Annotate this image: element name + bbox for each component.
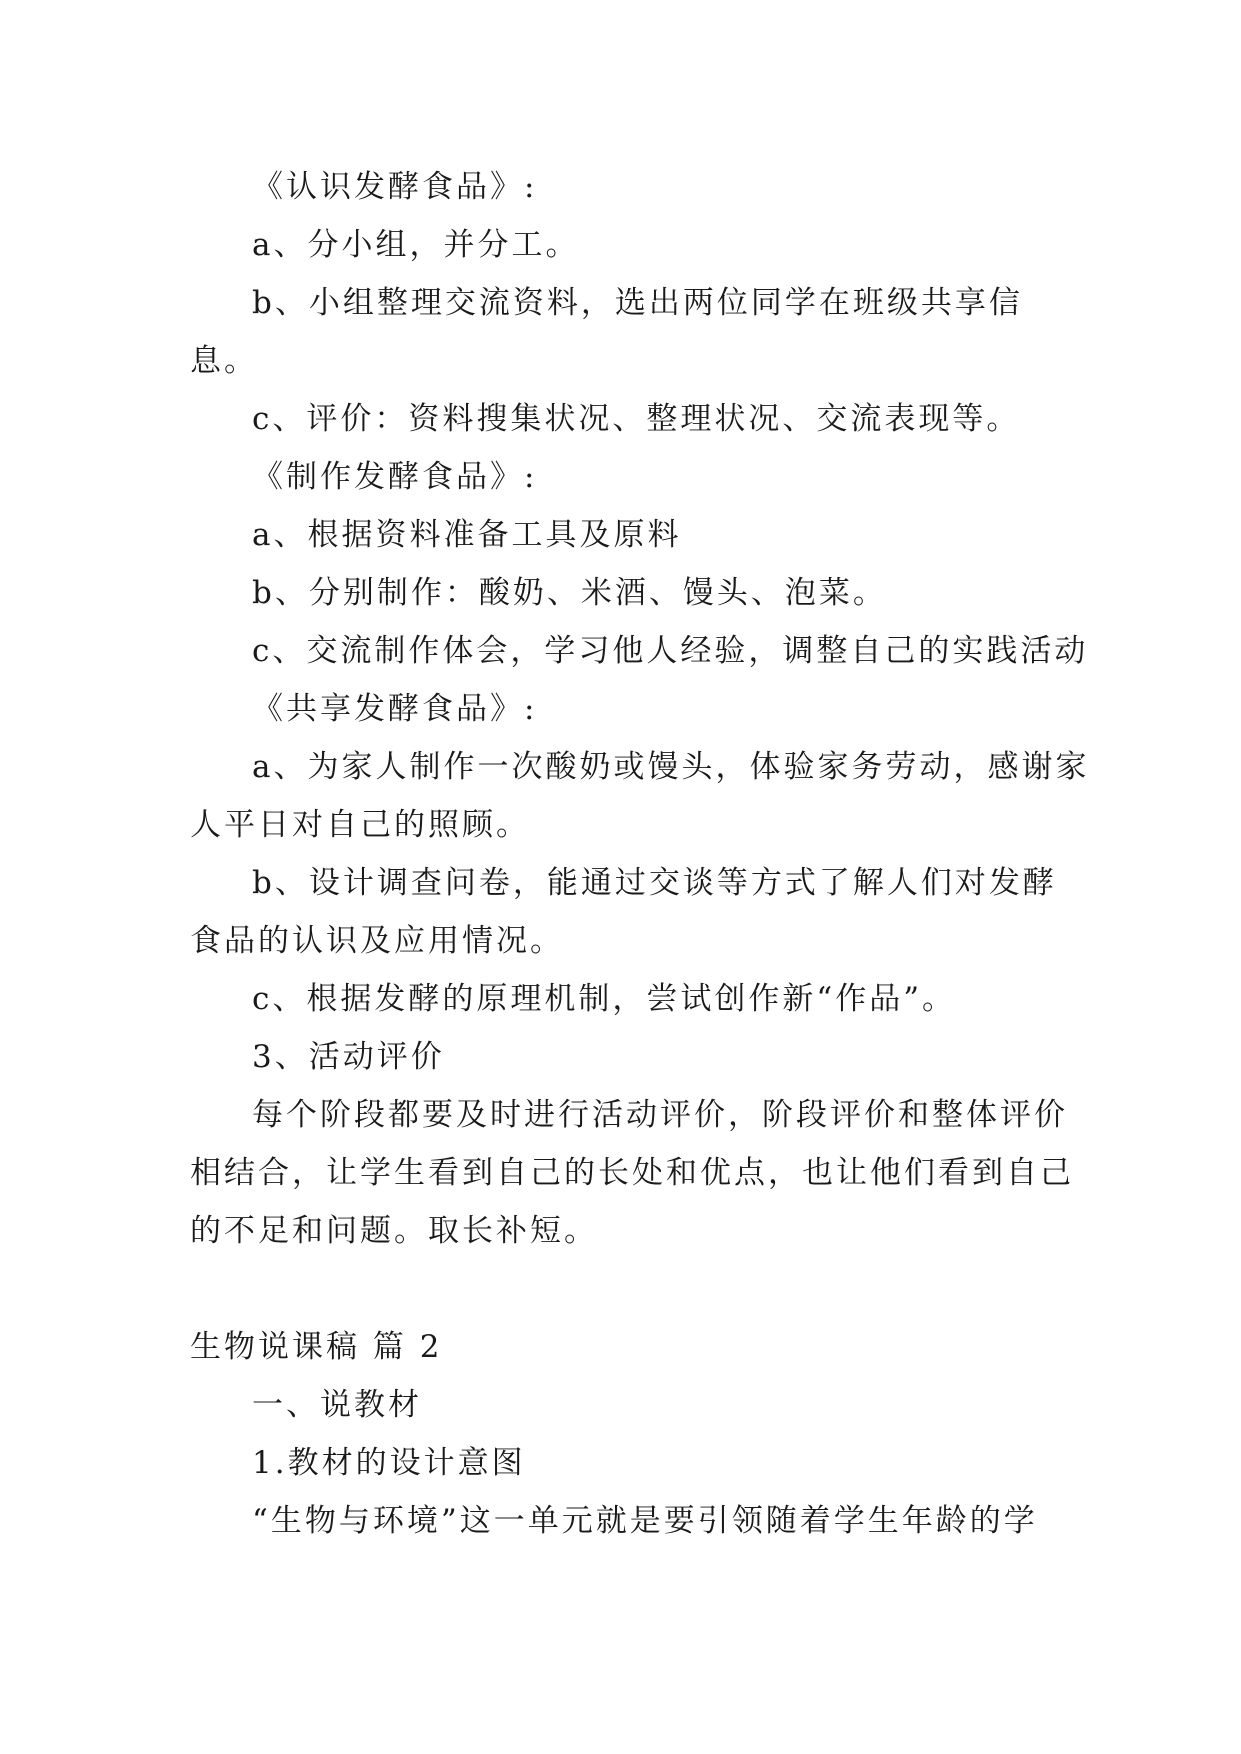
paragraph: 每个阶段都要及时进行活动评价，阶段评价和整体评价相结合，让学生看到自己的长处和优点，也让他们看到自己的不足和问题。取长补短。 xyxy=(190,1097,1074,1249)
paragraph: a、根据资料准备工具及原料 xyxy=(252,517,682,553)
document-body xyxy=(190,158,1090,1550)
paragraph: 《共享发酵食品》: xyxy=(252,691,538,727)
paragraph: 一、说教材 xyxy=(252,1387,422,1423)
paragraph: c、交流制作体会，学习他人经验，调整自己的实践活动 xyxy=(252,633,1089,669)
paragraph: 《制作发酵食品》: xyxy=(252,459,538,495)
paragraph: a、为家人制作一次酸奶或馒头，体验家务劳动，感谢家人平日对自己的照顾。 xyxy=(190,749,1090,843)
section-gap xyxy=(190,1260,1090,1318)
paragraph: c、根据发酵的原理机制，尝试创作新“作品”。 xyxy=(252,981,957,1017)
paragraph: b、小组整理交流资料，选出两位同学在班级共享信息。 xyxy=(190,285,1023,379)
paragraph: 3、活动评价 xyxy=(252,1039,445,1075)
paragraph: “生物与环境”这一单元就是要引领随着学生年龄的学 xyxy=(252,1503,1038,1539)
paragraph: 1.教材的设计意图 xyxy=(252,1445,526,1481)
paragraph: b、分别制作：酸奶、米酒、馒头、泡菜。 xyxy=(252,575,887,611)
paragraph: 《认识发酵食品》: xyxy=(252,169,538,205)
paragraph: c、评价：资料搜集状况、整理状况、交流表现等。 xyxy=(252,401,1021,437)
section-heading: 生物说课稿 篇 2 xyxy=(190,1329,443,1365)
paragraph: a、分小组，并分工。 xyxy=(252,227,580,263)
paragraph: b、设计调查问卷，能通过交谈等方式了解人们对发酵食品的认识及应用情况。 xyxy=(190,865,1057,959)
